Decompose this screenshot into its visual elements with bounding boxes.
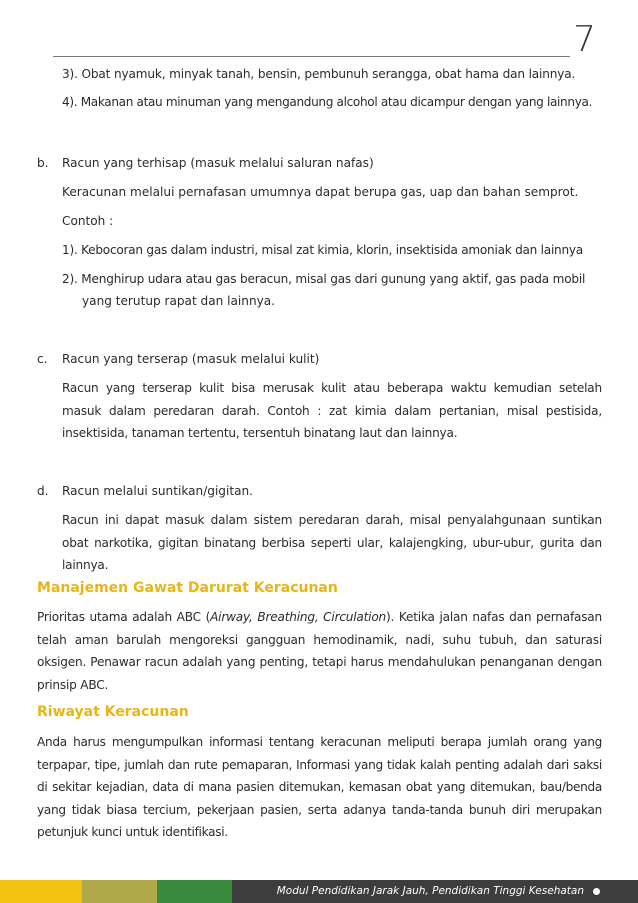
footer-text: Modul Pendidikan Jarak Jauh, Pendidikan Tinggi Kesehatan [276, 885, 584, 897]
section-c-title: Racun yang terserap (masuk melalui kulit) [62, 352, 320, 366]
paragraph-manajemen: Prioritas utama adalah ABC (Airway, Breathing, Circulation). Ketika jalan nafas dan pernafasan telah aman barulah mengoreksi gangguan hemodinamik, nadi, suhu tubuh, dan saturasi oksigen. Penawar racun adalah yang penting, tetapi harus mendahulukan penanganan dengan prinsip ABC. [37, 610, 602, 692]
section-d-label: d. [37, 484, 49, 498]
section-d-desc: Racun ini dapat masuk dalam sistem peredaran darah, misal penyalahgunaan suntikan obat narkotika, gigitan binatang berbisa seperti ular, kalajengking, ubur-ubur, gurita dan lainnya. [62, 513, 602, 572]
list-item-continuation: yang terutup rapat dan lainnya. [82, 294, 276, 308]
list-item: 2). Menghirup udara atau gas beracun, misal gas dari gunung yang aktif, gas pada mobil [62, 272, 586, 286]
abc-terms: Airway, Breathing, Circulation [210, 610, 386, 624]
section-c-desc: Racun yang terserap kulit bisa merusak kulit atau beberapa waktu kemudian setelah masuk dalam peredaran darah. Contoh : zat kimia dalam pertanian, misal pestisida, insektisida, tanaman tertentu, tersentuh binatang laut dan lainnya. [62, 381, 602, 440]
heading-riwayat: Riwayat Keracunan [37, 704, 189, 720]
list-item: 4). Makanan atau minuman yang mengandung alcohol atau dicampur dengan yang lainnya. [62, 95, 593, 109]
footer-segment-green [157, 880, 232, 903]
section-d-title: Racun melalui suntikan/gigitan. [62, 484, 254, 498]
footer-bullet-icon [593, 888, 600, 895]
footer-segment-yellow [0, 880, 82, 903]
page-number: 7 [573, 19, 596, 60]
section-c-label: c. [37, 352, 48, 366]
header-rule [53, 56, 570, 57]
list-item: 3). Obat nyamuk, minyak tanah, bensin, pembunuh serangga, obat hama dan lainnya. [62, 67, 576, 81]
section-b-desc: Keracunan melalui pernafasan umumnya dapat berupa gas, uap dan bahan semprot. [62, 185, 579, 199]
paragraph-riwayat: Anda harus mengumpulkan informasi tentang keracunan meliputi berapa jumlah orang yang terpapar, tipe, jumlah dan rute pemaparan, Informasi yang tidak kalah penting adalah dari saksi di sekitar kejadian, data di mana pasien ditemukan, kemasan obat yang ditemukan, bau/benda yang tidak biasa tercium, pekerjaan pasien, serta adanya tanda-tanda bunuh diri merupakan petunjuk kunci untuk identifikasi. [37, 735, 602, 839]
list-item: 1). Kebocoran gas dalam industri, misal zat kimia, klorin, insektisida amoniak dan lainnya [62, 243, 583, 257]
section-b-label: b. [37, 156, 49, 170]
section-b-example-label: Contoh : [62, 214, 114, 228]
footer-segment-olive [82, 880, 157, 903]
section-b-title: Racun yang terhisap (masuk melalui saluran nafas) [62, 156, 374, 170]
heading-manajemen: Manajemen Gawat Darurat Keracunan [37, 580, 338, 596]
